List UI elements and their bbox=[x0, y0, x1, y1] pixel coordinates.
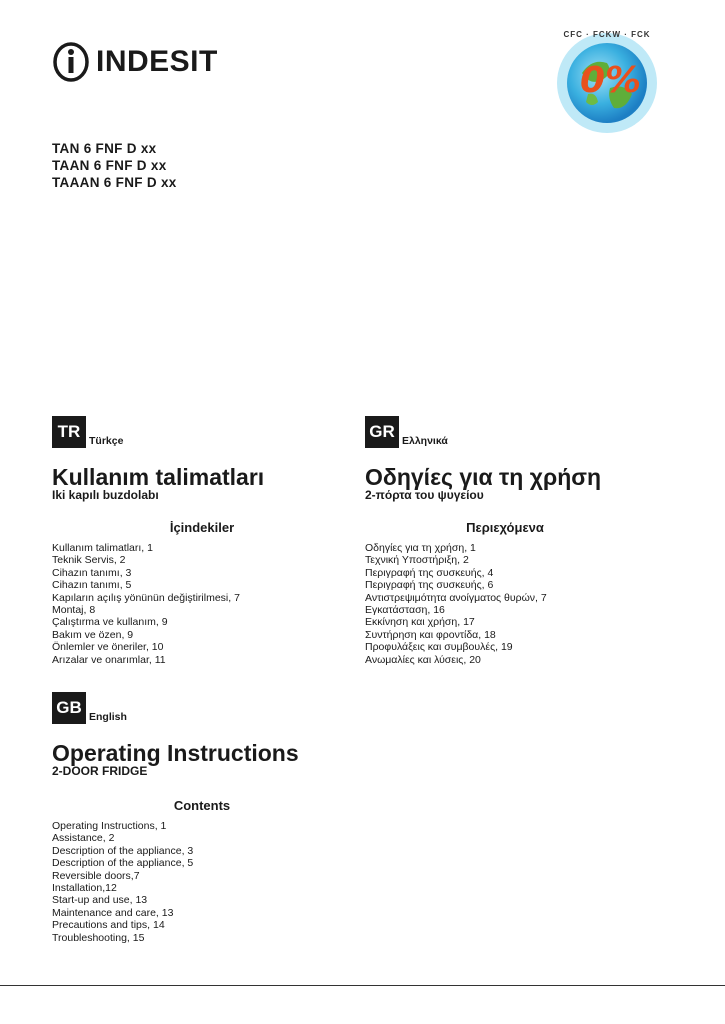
model-name: TAN 6 FNF D xx bbox=[52, 141, 157, 156]
contents-list bbox=[52, 542, 240, 666]
list-item: Precautions and tips, 14 bbox=[52, 919, 165, 932]
list-item: Description of the appliance, 5 bbox=[52, 857, 194, 870]
section-title: Kullanım talimatları bbox=[52, 464, 265, 490]
contents-list bbox=[365, 542, 547, 666]
language-name: Ελληνικά bbox=[402, 435, 448, 447]
brand-name: INDESIT bbox=[96, 45, 218, 78]
language-code: TR bbox=[52, 416, 86, 448]
list-item: Önlemler ve öneriler, 10 bbox=[52, 641, 164, 654]
contents-heading: İçindekiler bbox=[169, 520, 235, 535]
list-item: Συντήρηση και φροντίδα, 18 bbox=[365, 628, 496, 641]
list-item: Çalıştırma ve kullanım, 9 bbox=[52, 616, 168, 629]
badge-ring-text: CFC · FCKW · FCK bbox=[563, 30, 651, 39]
brand-logo bbox=[52, 40, 218, 84]
list-item: Ανωμαλίες και λύσεις, 20 bbox=[365, 653, 481, 666]
list-item: Cihazın tanımı, 3 bbox=[52, 566, 132, 579]
list-item: Assistance, 2 bbox=[52, 832, 115, 845]
section-subtitle: 2-DOOR FRIDGE bbox=[52, 764, 148, 778]
model-name: TAAN 6 FNF D xx bbox=[52, 158, 167, 173]
list-item: Teknik Servis, 2 bbox=[52, 554, 126, 567]
list-item: Kapıların açılış yönünün değiştirilmesi, 7 bbox=[52, 591, 240, 604]
contents-heading: Contents bbox=[173, 798, 231, 813]
bottom-divider bbox=[0, 985, 725, 986]
language-tag-gb bbox=[52, 692, 127, 724]
language-tag-tr bbox=[52, 416, 123, 448]
language-name: Türkçe bbox=[89, 435, 124, 447]
section-subtitle: Iki kapılı buzdolabı bbox=[52, 488, 159, 502]
section-subtitle: 2-πόρτα του ψυγείου bbox=[365, 488, 484, 502]
language-tag-gr bbox=[365, 416, 448, 448]
list-item: Περιγραφή της συσκευής, 4 bbox=[365, 566, 494, 579]
list-item: Τεχνική Υποστήριξη, 2 bbox=[365, 554, 469, 567]
badge-percent: 0% bbox=[580, 60, 642, 101]
list-item: Προφυλάξεις και συμβουλές, 19 bbox=[365, 641, 513, 654]
model-list bbox=[52, 140, 177, 191]
language-code: GB bbox=[52, 692, 86, 724]
list-item: Εκκίνηση και χρήση, 17 bbox=[365, 616, 475, 629]
list-item: Εγκατάσταση, 16 bbox=[365, 604, 445, 617]
list-item: Operating Instructions, 1 bbox=[52, 820, 167, 832]
indesit-i-icon bbox=[52, 41, 90, 83]
list-item: Maintenance and care, 13 bbox=[52, 906, 174, 919]
language-code: GR bbox=[365, 416, 399, 448]
section-title: Οδηγίες για τη χρήση bbox=[365, 464, 602, 490]
list-item: Start-up and use, 13 bbox=[52, 894, 148, 907]
list-item: Αντιστρεψιμότητα ανοίγματος θυρών, 7 bbox=[365, 591, 547, 604]
list-item: Installation,12 bbox=[52, 882, 117, 895]
contents-list bbox=[52, 820, 193, 944]
list-item: Οδηγίες για τη χρήση, 1 bbox=[365, 542, 476, 554]
contents-heading: Περιεχόμενα bbox=[466, 520, 544, 535]
list-item: Montaj, 8 bbox=[52, 604, 96, 617]
section-title: Operating Instructions bbox=[52, 740, 299, 766]
language-name: English bbox=[89, 711, 127, 723]
list-item: Arızalar ve onarımlar, 11 bbox=[52, 653, 166, 666]
list-item: Description of the appliance, 3 bbox=[52, 844, 194, 857]
list-item: Troubleshooting, 15 bbox=[52, 931, 145, 944]
list-item: Bakım ve özen, 9 bbox=[52, 628, 134, 641]
list-item: Cihazın tanımı, 5 bbox=[52, 579, 132, 592]
list-item: Kullanım talimatları, 1 bbox=[52, 542, 153, 554]
model-name: TAAAN 6 FNF D xx bbox=[52, 175, 177, 190]
cfc-free-badge bbox=[552, 28, 662, 138]
list-item: Περιγραφή της συσκευής, 6 bbox=[365, 579, 494, 592]
list-item: Reversible doors,7 bbox=[52, 869, 140, 882]
